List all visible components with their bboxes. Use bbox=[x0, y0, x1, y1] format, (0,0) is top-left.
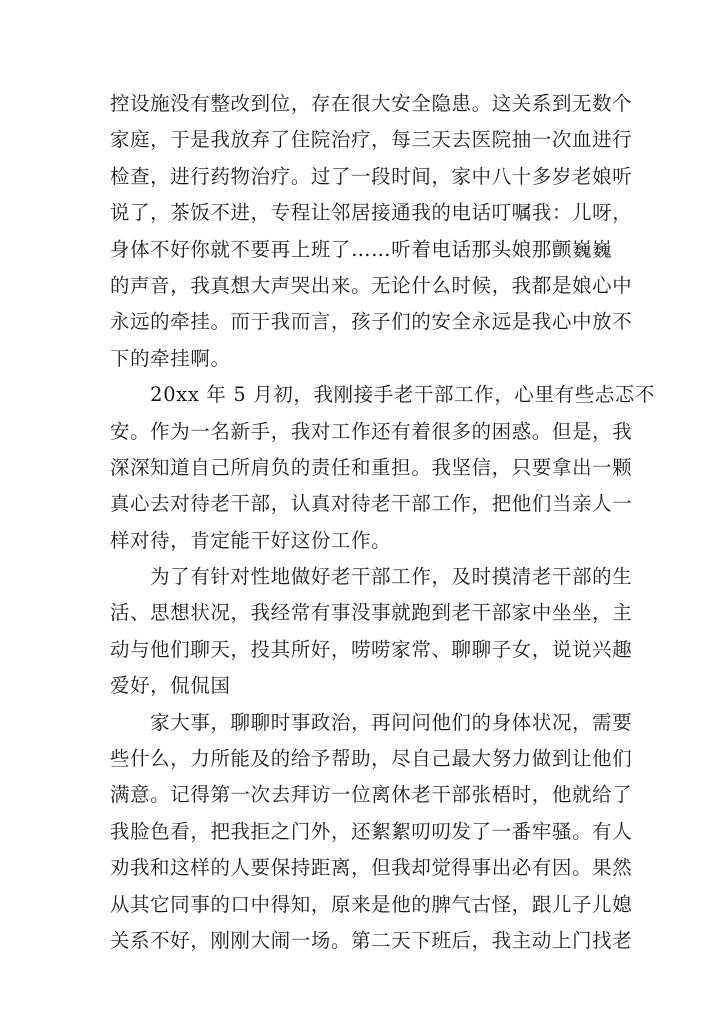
paragraph-1 bbox=[110, 86, 633, 377]
text-line: 检查，进行药物治疗。过了一段时间，家中八十多岁老娘听 bbox=[110, 164, 633, 188]
text-line: 些什么，力所能及的给予帮助，尽自己最大努力做到让他们 bbox=[110, 747, 633, 771]
text-line: 家庭，于是我放弃了住院治疗，每三天去医院抽一次血进行 bbox=[110, 128, 633, 152]
text-line: 的声音，我真想大声哭出来。无论什么时候，我都是娘心中 bbox=[110, 273, 633, 297]
text-line: 劝我和这样的人要保持距离，但我却觉得事出必有因。果然 bbox=[110, 856, 633, 880]
text-line: 为了有针对性地做好老干部工作，及时摸清老干部的生 bbox=[110, 565, 633, 589]
text-line: 活、思想状况，我经常有事没事就跑到老干部家中坐坐，主 bbox=[110, 601, 633, 625]
text-line: 动与他们聊天，投其所好，唠唠家常、聊聊子女，说说兴趣 bbox=[110, 637, 633, 661]
paragraph-3 bbox=[110, 559, 633, 705]
text-line: 关系不好，刚刚大闹一场。第二天下班后，我主动上门找老 bbox=[110, 928, 633, 952]
text-line: 永远的牵挂。而于我而言，孩子们的安全永远是我心中放不 bbox=[110, 310, 633, 334]
text-line: 20xx 年 5 月初，我刚接手老干部工作，心里有些忐忑不 bbox=[110, 383, 656, 407]
text-line: 样对待，肯定能干好这份工作。 bbox=[110, 528, 392, 552]
text-line: 安。作为一名新手，我对工作还有着很多的困惑。但是，我 bbox=[110, 419, 633, 443]
text-line: 爱好，侃侃国 bbox=[110, 674, 231, 698]
text-line: 身体不好你就不要再上班了……听着电话那头娘那颤巍巍 bbox=[110, 237, 613, 261]
text-line: 我脸色看，把我拒之门外，还絮絮叨叨发了一番牢骚。有人 bbox=[110, 819, 633, 843]
text-line: 说了，茶饭不进，专程让邻居接通我的电话叮嘱我：儿呀， bbox=[110, 201, 633, 225]
text-line: 深深知道自己所肩负的责任和重担。我坚信，只要拿出一颗 bbox=[110, 455, 633, 479]
paragraph-4 bbox=[110, 705, 633, 960]
text-line: 下的牵挂啊。 bbox=[110, 346, 231, 370]
text-line: 从其它同事的口中得知，原来是他的脾气古怪，跟儿子儿媳 bbox=[110, 892, 633, 916]
text-line: 满意。记得第一次去拜访一位离休老干部张梧时，他就给了 bbox=[110, 783, 633, 807]
text-line: 控设施没有整改到位，存在很大安全隐患。这关系到无数个 bbox=[110, 92, 633, 115]
paragraph-2 bbox=[110, 377, 656, 559]
text-line: 真心去对待老干部，认真对待老干部工作，把他们当亲人一 bbox=[110, 492, 633, 516]
text-line: 家大事，聊聊时事政治，再问问他们的身体状况，需要 bbox=[110, 710, 633, 734]
body-text bbox=[110, 86, 656, 959]
